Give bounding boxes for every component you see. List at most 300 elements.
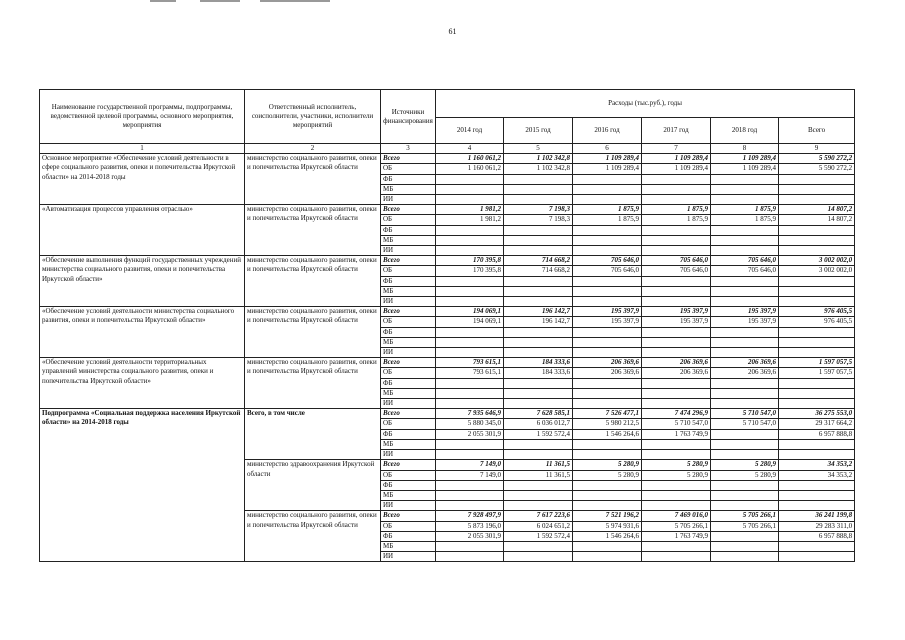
executor-name: министерство социального развития, опеки и попечительства Иркутской области <box>245 307 381 358</box>
expense-value: 1 109 289,4 <box>711 154 779 164</box>
expense-value <box>779 541 855 551</box>
expense-value <box>711 235 779 245</box>
expense-value: 5 590 272,2 <box>779 154 855 164</box>
expense-value: 3 002 002,0 <box>779 256 855 266</box>
expense-value <box>711 174 779 184</box>
expense-value: 1 109 289,4 <box>573 154 642 164</box>
expense-value <box>779 378 855 388</box>
expense-value <box>573 552 642 562</box>
column-number: 5 <box>504 144 573 154</box>
expense-value: 976 405,5 <box>779 307 855 317</box>
expense-value <box>436 388 504 398</box>
expense-value: 1 597 057,5 <box>779 368 855 378</box>
expense-value <box>436 541 504 551</box>
expense-value <box>504 348 573 358</box>
funding-source: ФБ <box>381 225 436 235</box>
expense-value: 206 369,6 <box>573 358 642 368</box>
funding-source: МБ <box>381 439 436 449</box>
expense-value <box>436 480 504 490</box>
expense-value <box>573 490 642 500</box>
expense-value <box>436 378 504 388</box>
expense-value: 29 283 311,0 <box>779 521 855 531</box>
funding-source: ИИ <box>381 297 436 307</box>
expense-value <box>573 541 642 551</box>
expense-value: 36 241 199,8 <box>779 511 855 521</box>
expense-value <box>779 388 855 398</box>
expense-value: 170 395,8 <box>436 256 504 266</box>
expense-value: 184 333,6 <box>504 368 573 378</box>
expense-value: 1 763 749,9 <box>642 531 711 541</box>
expense-value: 705 646,0 <box>711 266 779 276</box>
expense-value: 1 875,9 <box>642 205 711 215</box>
funding-source: ИИ <box>381 195 436 205</box>
header-year: 2018 год <box>711 118 779 144</box>
expense-value: 1 875,9 <box>711 205 779 215</box>
funding-source: МБ <box>381 184 436 194</box>
header-name: Наименование государственной программы, подпрограммы, ведомственной целевой программы, основного мероприятия, мероприятия <box>40 90 245 144</box>
expense-value: 206 369,6 <box>711 368 779 378</box>
expense-value: 196 142,7 <box>504 307 573 317</box>
funding-source: ФБ <box>381 174 436 184</box>
measure-name: «Обеспечение условий деятельности министерства социального развития, опеки и попечительства Иркутской области» <box>40 307 245 358</box>
expense-value <box>436 286 504 296</box>
funding-source: Всего <box>381 358 436 368</box>
expense-value: 6 036 012,7 <box>504 419 573 429</box>
expense-value <box>573 246 642 256</box>
expense-value <box>779 552 855 562</box>
measure-name: Подпрограмма «Социальная поддержка населения Иркутской области» на 2014-2018 годы <box>40 409 245 562</box>
expense-value: 7 526 477,1 <box>573 409 642 419</box>
expense-value: 1 592 572,4 <box>504 531 573 541</box>
expense-value: 7 935 646,9 <box>436 409 504 419</box>
expense-value: 11 361,5 <box>504 470 573 480</box>
expense-value <box>711 337 779 347</box>
expense-value: 5 590 272,2 <box>779 164 855 174</box>
expense-value: 793 615,1 <box>436 358 504 368</box>
expense-value: 1 875,9 <box>573 205 642 215</box>
expense-value: 1 109 289,4 <box>573 164 642 174</box>
expense-value: 195 397,9 <box>711 317 779 327</box>
funding-source: МБ <box>381 541 436 551</box>
expense-value: 1 875,9 <box>642 215 711 225</box>
expense-value: 5 710 547,0 <box>711 409 779 419</box>
header-year: 2017 год <box>642 118 711 144</box>
expense-value <box>711 480 779 490</box>
expense-value: 6 024 651,2 <box>504 521 573 531</box>
executor-name: министерство здравоохранения Иркутской области <box>245 460 381 511</box>
funding-source: ОБ <box>381 164 436 174</box>
expense-value: 195 397,9 <box>573 307 642 317</box>
scan-artifact-line <box>260 0 330 2</box>
expense-value: 714 668,2 <box>504 266 573 276</box>
expense-value: 7 198,3 <box>504 205 573 215</box>
funding-source: ФБ <box>381 276 436 286</box>
expense-value: 195 397,9 <box>573 317 642 327</box>
funding-source: Всего <box>381 460 436 470</box>
funding-source: Всего <box>381 511 436 521</box>
expense-value: 194 069,1 <box>436 317 504 327</box>
expense-value: 6 957 888,8 <box>779 429 855 439</box>
expense-value: 705 646,0 <box>642 256 711 266</box>
expense-value: 7 628 585,1 <box>504 409 573 419</box>
expense-value: 3 002 002,0 <box>779 266 855 276</box>
header-expenses: Расходы (тыс.руб.), годы <box>436 90 855 118</box>
funding-source: МБ <box>381 235 436 245</box>
expense-value: 5 705 266,1 <box>711 511 779 521</box>
expense-value <box>642 246 711 256</box>
expense-value <box>642 235 711 245</box>
funding-source: ФБ <box>381 531 436 541</box>
expense-value: 7 474 296,9 <box>642 409 711 419</box>
expense-value <box>779 501 855 511</box>
table-row <box>40 256 855 266</box>
expense-value: 29 317 664,2 <box>779 419 855 429</box>
expense-value <box>436 276 504 286</box>
scan-artifact-line <box>150 0 176 2</box>
funding-source: ОБ <box>381 215 436 225</box>
expense-value: 7 149,0 <box>436 460 504 470</box>
expense-value <box>711 450 779 460</box>
table-row <box>40 409 855 419</box>
measure-name: «Обеспечение условий деятельности территориальных управлений министерства социального развития, опеки и попечительства Иркутской области» <box>40 358 245 409</box>
expense-value: 7 928 497,9 <box>436 511 504 521</box>
expense-value: 705 646,0 <box>711 256 779 266</box>
expense-value <box>642 195 711 205</box>
expense-value <box>642 490 711 500</box>
funding-source: ИИ <box>381 399 436 409</box>
expense-value: 206 369,6 <box>711 358 779 368</box>
expense-value <box>573 348 642 358</box>
funding-source: ИИ <box>381 246 436 256</box>
header-total: Всего <box>779 118 855 144</box>
expense-value: 34 353,2 <box>779 460 855 470</box>
column-number: 4 <box>436 144 504 154</box>
expense-value <box>779 174 855 184</box>
expense-value: 5 280,9 <box>642 460 711 470</box>
expense-value <box>711 541 779 551</box>
expense-value <box>573 388 642 398</box>
expense-value <box>573 195 642 205</box>
expense-value <box>504 490 573 500</box>
expense-value <box>779 246 855 256</box>
expense-value: 5 705 266,1 <box>711 521 779 531</box>
header-executor: Ответственный исполнитель, соисполнители, участники, исполнители мероприятий <box>245 90 381 144</box>
expense-value <box>642 541 711 551</box>
funding-source: ОБ <box>381 317 436 327</box>
expense-value <box>711 531 779 541</box>
expense-value <box>642 184 711 194</box>
expense-value <box>436 399 504 409</box>
expense-value <box>436 297 504 307</box>
expense-value <box>504 439 573 449</box>
table-row <box>40 154 855 164</box>
expense-value <box>711 184 779 194</box>
expense-value <box>642 297 711 307</box>
expense-value: 5 280,9 <box>711 460 779 470</box>
expense-value <box>642 378 711 388</box>
expense-value <box>573 184 642 194</box>
funding-source: ИИ <box>381 348 436 358</box>
expense-value <box>436 552 504 562</box>
column-number: 7 <box>642 144 711 154</box>
column-number: 3 <box>381 144 436 154</box>
expense-value: 5 974 931,6 <box>573 521 642 531</box>
expense-value <box>573 480 642 490</box>
column-number: 1 <box>40 144 245 154</box>
funding-source: ОБ <box>381 368 436 378</box>
expense-value: 1 875,9 <box>573 215 642 225</box>
expense-value <box>711 225 779 235</box>
expense-value: 1 875,9 <box>711 215 779 225</box>
expense-value <box>711 552 779 562</box>
funding-source: ИИ <box>381 552 436 562</box>
column-number: 9 <box>779 144 855 154</box>
expense-value <box>436 246 504 256</box>
expense-value <box>504 286 573 296</box>
expense-value: 5 880 345,0 <box>436 419 504 429</box>
expense-value: 6 957 888,8 <box>779 531 855 541</box>
funding-source: ОБ <box>381 419 436 429</box>
expense-value: 1 160 061,2 <box>436 154 504 164</box>
expense-value: 5 705 266,1 <box>642 521 711 531</box>
expense-value: 5 280,9 <box>573 460 642 470</box>
expense-value <box>779 276 855 286</box>
funding-source: ИИ <box>381 501 436 511</box>
expense-value: 1 546 264,6 <box>573 429 642 439</box>
expense-value <box>642 225 711 235</box>
expense-value <box>779 327 855 337</box>
measure-name: «Автоматизация процессов управления отраслью» <box>40 205 245 256</box>
expense-value <box>642 439 711 449</box>
expense-value <box>436 439 504 449</box>
expense-value: 705 646,0 <box>642 266 711 276</box>
funding-source: Всего <box>381 154 436 164</box>
expense-value <box>436 337 504 347</box>
executor-name: министерство социального развития, опеки и попечительства Иркутской области <box>245 154 381 205</box>
expense-value <box>779 297 855 307</box>
expense-value <box>504 195 573 205</box>
expense-value: 5 873 196,0 <box>436 521 504 531</box>
expense-value <box>779 184 855 194</box>
expense-value: 5 980 212,5 <box>573 419 642 429</box>
expense-value <box>436 195 504 205</box>
expense-value: 1 109 289,4 <box>642 154 711 164</box>
expense-value <box>779 399 855 409</box>
expense-value <box>573 327 642 337</box>
expense-value <box>504 337 573 347</box>
funding-source: Всего <box>381 256 436 266</box>
funding-source: МБ <box>381 388 436 398</box>
expense-value: 195 397,9 <box>711 307 779 317</box>
expense-value <box>436 174 504 184</box>
expense-value: 7 149,0 <box>436 470 504 480</box>
expense-value: 5 280,9 <box>711 470 779 480</box>
expense-value <box>642 327 711 337</box>
expense-value <box>504 450 573 460</box>
expense-value <box>642 450 711 460</box>
expense-value <box>573 286 642 296</box>
expense-value: 1 763 749,9 <box>642 429 711 439</box>
expense-value: 34 353,2 <box>779 470 855 480</box>
expense-value <box>436 348 504 358</box>
header-year: 2015 год <box>504 118 573 144</box>
expense-value: 714 668,2 <box>504 256 573 266</box>
expense-value <box>573 501 642 511</box>
expense-value <box>573 225 642 235</box>
funding-source: Всего <box>381 307 436 317</box>
column-number: 2 <box>245 144 381 154</box>
expense-value: 7 469 016,0 <box>642 511 711 521</box>
expense-value: 5 710 547,0 <box>642 419 711 429</box>
expense-value: 11 361,5 <box>504 460 573 470</box>
expense-value <box>779 286 855 296</box>
header-year: 2014 год <box>436 118 504 144</box>
expense-value <box>642 348 711 358</box>
expense-value: 5 280,9 <box>642 470 711 480</box>
expense-value <box>504 174 573 184</box>
funding-source: Всего <box>381 409 436 419</box>
expense-value <box>711 439 779 449</box>
expense-value <box>711 501 779 511</box>
expense-value: 14 807,2 <box>779 205 855 215</box>
expense-value <box>779 490 855 500</box>
expense-value <box>573 174 642 184</box>
table-body <box>40 154 855 562</box>
expense-value <box>573 337 642 347</box>
expense-value: 5 710 547,0 <box>711 419 779 429</box>
expense-value <box>642 552 711 562</box>
expense-value: 194 069,1 <box>436 307 504 317</box>
expense-value: 1 981,2 <box>436 215 504 225</box>
expense-value <box>504 552 573 562</box>
expense-value <box>436 225 504 235</box>
expense-value <box>436 501 504 511</box>
expense-value <box>779 450 855 460</box>
expense-value: 705 646,0 <box>573 266 642 276</box>
expense-value: 976 405,5 <box>779 317 855 327</box>
expense-value <box>436 327 504 337</box>
expense-value: 36 275 553,0 <box>779 409 855 419</box>
expense-value <box>573 399 642 409</box>
expense-value: 7 521 196,2 <box>573 511 642 521</box>
expense-value <box>436 184 504 194</box>
expense-value <box>711 297 779 307</box>
expense-value <box>779 225 855 235</box>
expense-value <box>504 501 573 511</box>
expense-value <box>779 480 855 490</box>
expense-value <box>711 490 779 500</box>
expense-value: 170 395,8 <box>436 266 504 276</box>
funding-source: МБ <box>381 337 436 347</box>
expense-value: 206 369,6 <box>642 368 711 378</box>
expense-value: 1 546 264,6 <box>573 531 642 541</box>
expense-value <box>573 276 642 286</box>
expenses-table <box>39 89 855 562</box>
expense-value <box>642 480 711 490</box>
expense-value <box>642 276 711 286</box>
expense-value: 184 333,6 <box>504 358 573 368</box>
expense-value <box>573 378 642 388</box>
expense-value <box>642 501 711 511</box>
expense-value <box>504 327 573 337</box>
expense-value <box>779 348 855 358</box>
funding-source: ОБ <box>381 266 436 276</box>
expense-value <box>779 235 855 245</box>
expense-value <box>504 399 573 409</box>
expense-value: 206 369,6 <box>642 358 711 368</box>
header-year: 2016 год <box>573 118 642 144</box>
funding-source: ФБ <box>381 378 436 388</box>
expense-value <box>504 276 573 286</box>
expense-value <box>711 195 779 205</box>
table-row <box>40 205 855 215</box>
expense-value <box>504 388 573 398</box>
executor-name: министерство социального развития, опеки и попечительства Иркутской области <box>245 256 381 307</box>
expense-value <box>504 225 573 235</box>
expense-value: 195 397,9 <box>642 307 711 317</box>
page-number: 61 <box>448 27 457 36</box>
expense-value <box>504 541 573 551</box>
expense-value: 14 807,2 <box>779 215 855 225</box>
table-row <box>40 307 855 317</box>
header-sources: Источники финансирования <box>381 90 436 144</box>
expense-value: 196 142,7 <box>504 317 573 327</box>
expense-value <box>436 450 504 460</box>
expense-value <box>436 490 504 500</box>
expense-value: 7 617 223,6 <box>504 511 573 521</box>
expense-value <box>711 399 779 409</box>
expense-value <box>504 246 573 256</box>
expense-value: 1 109 289,4 <box>711 164 779 174</box>
expense-value: 1 109 289,4 <box>642 164 711 174</box>
expense-value <box>779 337 855 347</box>
expense-value: 2 055 301,9 <box>436 531 504 541</box>
expense-value <box>711 327 779 337</box>
expense-value <box>642 174 711 184</box>
expense-value <box>711 378 779 388</box>
expense-value <box>642 337 711 347</box>
expense-value: 1 592 572,4 <box>504 429 573 439</box>
funding-source: Всего <box>381 205 436 215</box>
expense-value <box>573 297 642 307</box>
executor-name: министерство социального развития, опеки и попечительства Иркутской области <box>245 358 381 409</box>
measure-name: «Обеспечение выполнения функций государственных учреждений министерства социального развития, опеки и попечительства Иркутской области» <box>40 256 245 307</box>
expense-value: 1 102 342,8 <box>504 154 573 164</box>
expense-value <box>711 348 779 358</box>
expense-value <box>504 297 573 307</box>
expense-value <box>504 235 573 245</box>
funding-source: ФБ <box>381 429 436 439</box>
funding-source: ОБ <box>381 521 436 531</box>
expense-value: 5 280,9 <box>573 470 642 480</box>
expense-value <box>711 276 779 286</box>
funding-source: ИИ <box>381 450 436 460</box>
expense-value <box>642 388 711 398</box>
executor-name: Всего, в том числе <box>245 409 381 460</box>
expense-value: 2 055 301,9 <box>436 429 504 439</box>
expense-value <box>711 388 779 398</box>
expense-value: 1 981,2 <box>436 205 504 215</box>
expense-value: 793 615,1 <box>436 368 504 378</box>
funding-source: ОБ <box>381 470 436 480</box>
expense-value <box>711 286 779 296</box>
expense-value <box>779 439 855 449</box>
scan-artifact-line <box>200 0 240 2</box>
column-number: 8 <box>711 144 779 154</box>
expense-value: 206 369,6 <box>573 368 642 378</box>
expense-value <box>573 439 642 449</box>
expense-value <box>779 195 855 205</box>
